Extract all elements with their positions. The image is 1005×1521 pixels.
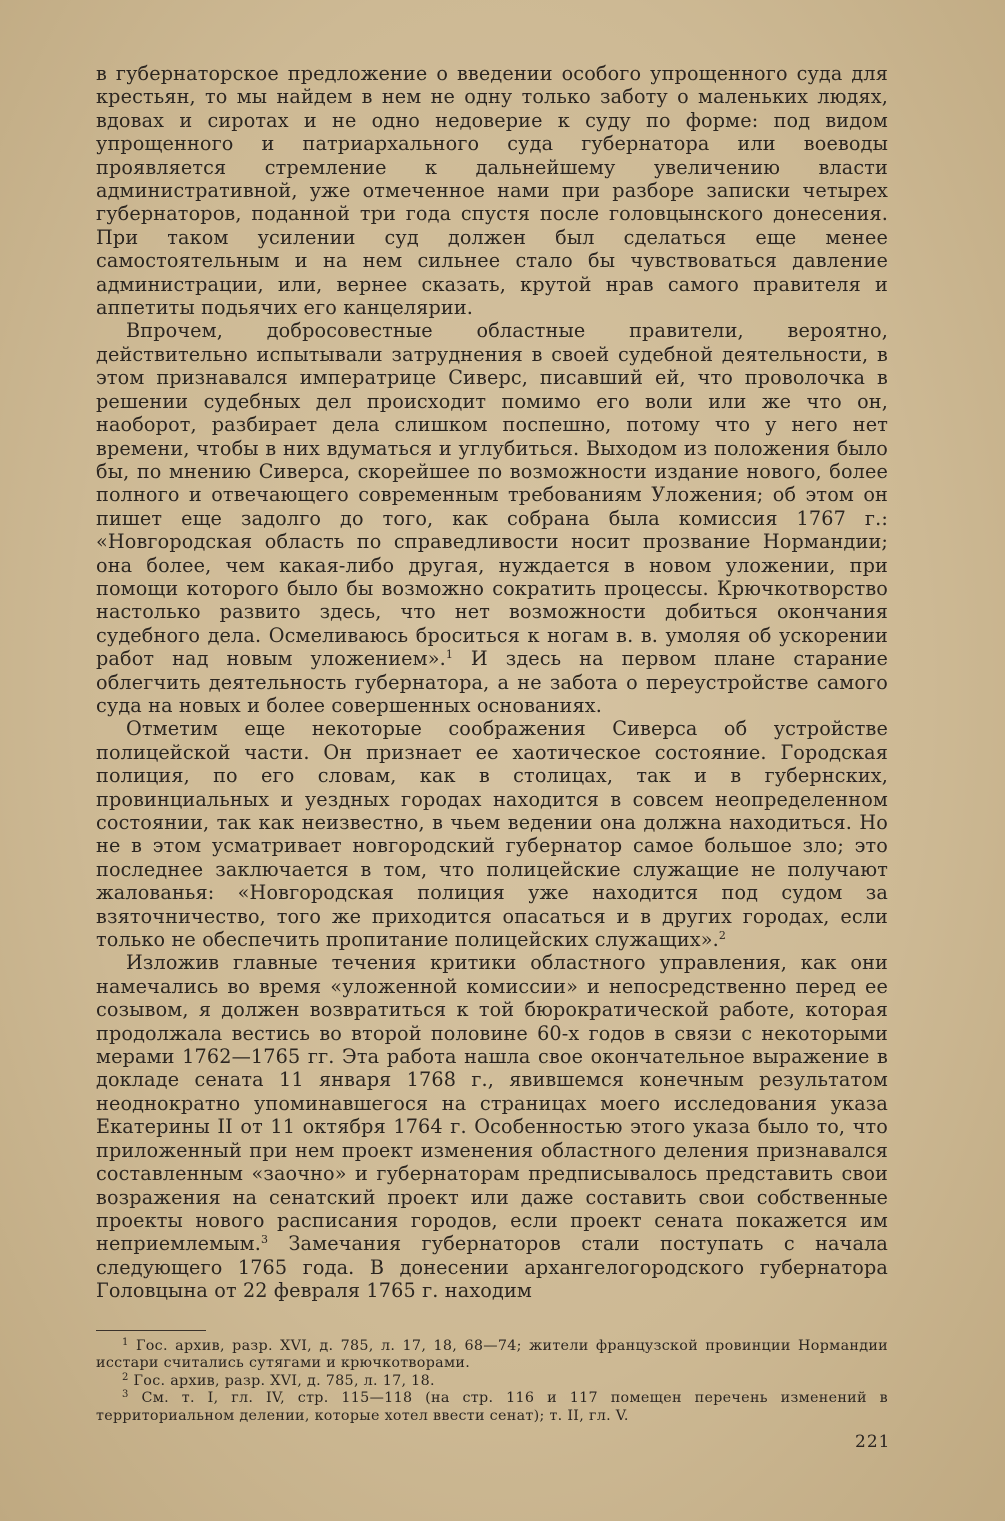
paragraph-2-continuation: И здесь на первом плане старание облегчить деятельность губернатора, а не забота о переустройстве самого суда на новых и более совершенных основаниях. xyxy=(96,647,888,717)
footnote-ref-2[interactable]: 2 xyxy=(718,929,727,943)
footnote-1 xyxy=(96,1338,888,1373)
paragraph-2-text: Впрочем, добросовестные областные правители, вероятно, действительно испытывали затруднения в своей судебной деятельности, в этом признавался императрице Сиверс, писавший ей, что проволочка в решении судебных дел происходит помимо его воли или же что он, наоборот, разбирает дела слишком поспешно, потому что у него нет времени, чтобы в них вдуматься и углубиться. Выходом из положения было бы, по мнению Сиверса, скорейшее по возможности издание нового, более полного и отвечающего современным требованиям Уложения; об этом он пишет еще задолго до того, как собрана была комиссия 1767 г.: «Новгородская область по справедливости носит прозвание Нормандии; она более, чем какая-либо другая, нуждается в новом уложении, при помощи которого было бы возможно сократить процессы. Крючкотворство настолько развито здесь, что нет возможности добиться окончания судебного дела. Осмеливаюсь броситься к ногам в. в. умоляя об ускорении работ над новым уложением». xyxy=(96,319,888,671)
main-text xyxy=(96,62,888,1303)
footnotes xyxy=(96,1338,888,1425)
footnote-3-mark: 3 xyxy=(122,1389,129,1401)
footnote-3-text: См. т. I, гл. IV, стр. 115—118 (на стр. 116 и 117 помещен перечень изменений в территориальном делении, которые хотел ввести сенат); т. II, гл. V. xyxy=(96,1390,888,1424)
page-number: 221 xyxy=(855,1432,891,1452)
paragraph-4-text: Изложив главные течения критики областного управления, как они намечались во время «уложенной комиссии» и непосредственно перед ее созывом, я должен возвратиться к той бюрократической работе, которая продолжала вестись во второй половине 60-х годов в связи с некоторыми мерами 1762—1765 гг. Эта работа нашла свое окончательное выражение в докладе сената 11 января 1768 г., явившемся конечным результатом неоднократно упоминавшегося на страницах моего исследования указа Екатерины II от 11 октября 1764 г. Особенностью этого указа было то, что приложенный при нем проект изменения областного деления признавался составленным «заочно» и губернаторам предписывалось представить свои возражения на сенатский проект или даже составить свои собственные проекты нового расписания городов, если проект сената покажется им неприемлемым. xyxy=(96,951,888,1256)
paragraph-3-text: Отметим еще некоторые соображения Сиверса об устройстве полицейской части. Он признает ее хаотическое состояние. Городская полиция, по его словам, как в столицах, так и в губернских, провинциальных и уездных городах находится в совсем неопределенном состоянии, так как неизвестно, в чьем ведении она должна находиться. Но не в этом усматривает новгородский губернатор самое большое зло; это последнее заключается в том, что полицейские служащие не получают жалованья: «Новгородская полиция уже находится под судом за взяточничество, того же приходится опасаться и в других городах, если только не обеспечить пропитание полицейских служащих». xyxy=(96,717,888,952)
paragraph-4-continuation: Замечания губернаторов стали поступать с начала следующего 1765 года. В донесении архангелогородского губернатора Головцына от 22 февраля 1765 г. находим xyxy=(96,1232,888,1303)
footnote-2-mark: 2 xyxy=(122,1371,129,1383)
footnote-1-text: Гос. архив, разр. XVI, д. 785, л. 17, 18, 68—74; жители французской провинции Нормандии исстари считались сутягами и крючкотворами. xyxy=(96,1338,888,1372)
footnote-ref-1[interactable]: 1 xyxy=(445,648,454,662)
footnote-ref-3[interactable]: 3 xyxy=(261,1233,269,1247)
footnote-3 xyxy=(96,1390,888,1425)
footnote-2-text: Гос. архив, разр. XVI, д. 785, л. 17, 18. xyxy=(133,1372,435,1389)
footnote-divider xyxy=(96,1330,206,1331)
footnote-2 xyxy=(96,1373,888,1390)
paragraph-4 xyxy=(96,951,888,1302)
paragraph-3 xyxy=(96,717,888,951)
footnote-1-mark: 1 xyxy=(122,1337,129,1348)
paragraph-1: в губернаторское предложение о введении особого упрощенного суда для крестьян, то мы найдем в нем не одну только заботу о маленьких людях, вдовах и сиротах и не одно недоверие к суду по форме: под видом упрощенного и патриархального суда губернатора или воеводы проявляется стремление к дальнейшему увеличению власти административной, уже отмеченное нами при разборе записки четырех губернаторов, поданной три года спустя после головцынского донесения. При таком усилении суд должен был сделаться еще менее самостоятельным и на нем сильнее стало бы чувствоваться давление администрации, или, вернее сказать, крутой нрав самого правителя и аппетиты подьячих его канцелярии. xyxy=(96,62,888,320)
paragraph-2 xyxy=(96,319,888,717)
